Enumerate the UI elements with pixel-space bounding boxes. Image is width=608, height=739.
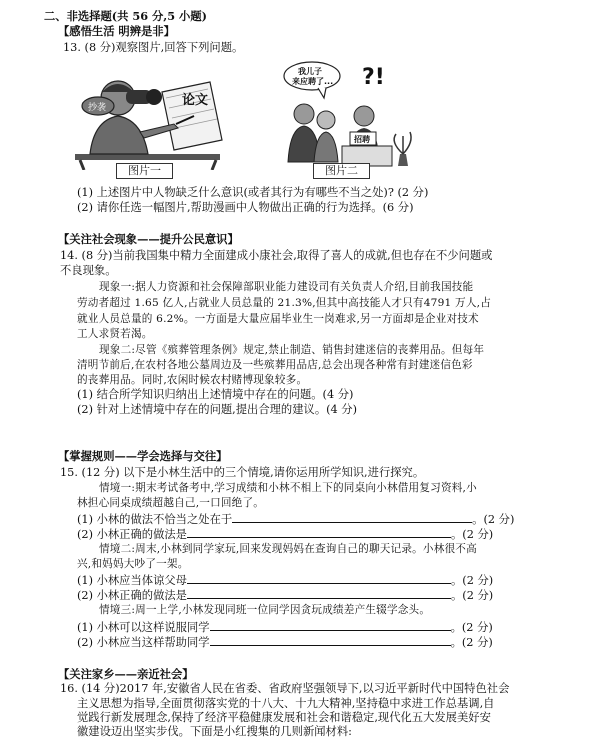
picture-2-caption: 图片二 bbox=[313, 163, 370, 179]
picture-1-caption: 图片一 bbox=[116, 163, 173, 179]
q14-phenomenon2-line2: 清明节前后,在农村各地公墓周边及一些殡葬用品店,总会出现各种常有封建迷信色彩 bbox=[77, 359, 473, 371]
q14-phenomenon1-line1: 现象一:据人力资源和社会保障部职业能力建设司有关负责人介绍,目前我国技能 bbox=[99, 281, 474, 293]
answer-blank[interactable] bbox=[187, 572, 451, 584]
q13-stem: 13. (8 分)观察图片,回答下列问题。 bbox=[63, 41, 244, 54]
q14-topic: 【关注社会现象——提升公民意识】 bbox=[58, 232, 239, 246]
q14-sub2: (2) 针对上述情境中存在的问题,提出合理的建议。(4 分) bbox=[77, 403, 358, 416]
q15-stem: 15. (12 分) 以下是小林生活中的三个情境,请你运用所学知识,进行探究。 bbox=[60, 466, 425, 479]
cartoon-nepotism-illustration bbox=[278, 58, 416, 170]
q15-s3-question2: (2) 小林应当这样帮助同学 。(2 分) bbox=[77, 636, 493, 649]
recruitment-sign: 招聘 bbox=[354, 135, 370, 144]
q15-scenario1-line2: 林担心同桌成绩超越自己,一口回绝了。 bbox=[77, 497, 265, 509]
q14-phenomenon1-line3: 就业人员总量的 6.2%。一方面是大量应届毕业生一岗难求,另一方面却是企业对技术 bbox=[77, 313, 479, 325]
stamp-label: 抄袭 bbox=[88, 103, 107, 113]
answer-blank[interactable] bbox=[210, 619, 451, 631]
answer-blank[interactable] bbox=[210, 634, 451, 646]
q15-s2-question2: (2) 小林正确的做法是 。(2 分) bbox=[77, 589, 494, 602]
q15-s1-question1: (1) 小林的做法不恰当之处在于 。(2 分) bbox=[77, 513, 515, 526]
q15-s1-question2: (2) 小林正确的做法是 。(2 分) bbox=[77, 528, 494, 541]
q14-stem-line2: 不良现象。 bbox=[60, 264, 117, 277]
q16-stem-line1: 16. (14 分)2017 年,安徽省人民在省委、省政府坚强领导下,以习近平新时代中国特色社会 bbox=[60, 682, 510, 695]
q14-sub1: (1) 结合所学知识归纳出上述情境中存在的问题。(4 分) bbox=[77, 388, 354, 401]
q14-phenomenon2-line1: 现象二:尽管《殡葬管理条例》规定,禁止制造、销售封建迷信的丧葬用品。但每年 bbox=[99, 344, 485, 356]
question-exclaim-symbols: ?! bbox=[362, 65, 385, 90]
q16-topic: 【关注家乡——亲近社会】 bbox=[58, 667, 194, 681]
q14-phenomenon1-line4: 工人求贤若渴。 bbox=[77, 328, 153, 340]
q14-stem-line1: 14. (8 分)当前我国集中精力全面建成小康社会,取得了喜人的成就,但也存在不少问题或 bbox=[60, 249, 493, 262]
q15-scenario2-line1: 情境二:周末,小林到同学家玩,回来发现妈妈在查询自己的聊天记录。小林很不高 bbox=[99, 543, 477, 555]
bubble-text-line1: 我儿子 bbox=[298, 67, 322, 76]
q15-scenario3-line1: 情境三:周一上学,小林发现同班一位同学因贪玩成绩差产生辍学念头。 bbox=[99, 604, 431, 616]
q15-scenario1-line1: 情境一:期末考试备考中,学习成绩和小林不相上下的同桌向小林借用复习资料,小 bbox=[99, 482, 477, 494]
q15-s2-question1: (1) 小林应当体谅父母 。(2 分) bbox=[77, 574, 494, 587]
q15-topic: 【掌握规则——学会选择与交往】 bbox=[58, 449, 228, 463]
q15-s3-question1: (1) 小林可以这样说服同学 。(2 分) bbox=[77, 621, 493, 634]
cartoon-plagiarism-illustration bbox=[70, 62, 230, 170]
q16-stem-line4: 徽建设迈出坚实步伐。下面是小红搜集的几则新闻材料: bbox=[77, 725, 352, 738]
q14-phenomenon2-line3: 的丧葬用品。同时,农闲时候农村赌博现象较多。 bbox=[77, 374, 308, 386]
q13-sub2: (2) 请你任选一幅图片,帮助漫画中人物做出正确的行为选择。(6 分) bbox=[77, 201, 414, 214]
q14-phenomenon1-line2: 劳动者超过 1.65 亿人,占就业人员总量的 21.3%,但其中高技能人才只有4791 万人,占 bbox=[77, 297, 491, 309]
q16-stem-line3: 觉践行新发展理念,保持了经济平稳健康发展和社会和谐稳定,现代化五大发展美好安 bbox=[77, 711, 491, 724]
answer-blank[interactable] bbox=[232, 511, 472, 523]
bubble-text-line2: 来应聘了... bbox=[292, 77, 334, 86]
q16-stem-line2: 主义思想为指导,全面贯彻落实党的十八大、十九大精神,坚持稳中求进工作总基调,自 bbox=[77, 697, 495, 710]
paper-label: 论文 bbox=[182, 93, 209, 108]
answer-blank[interactable] bbox=[187, 587, 451, 599]
section-title: 二、非选择题(共 56 分,5 小题) bbox=[44, 9, 207, 23]
answer-blank[interactable] bbox=[187, 526, 451, 538]
q15-scenario2-line2: 兴,和妈妈大吵了一架。 bbox=[77, 558, 189, 570]
q13-topic: 【感悟生活 明辨是非】 bbox=[58, 24, 175, 38]
q13-sub1: (1) 上述图片中人物缺乏什么意识(或者其行为有哪些不当之处)? (2 分) bbox=[77, 186, 429, 199]
